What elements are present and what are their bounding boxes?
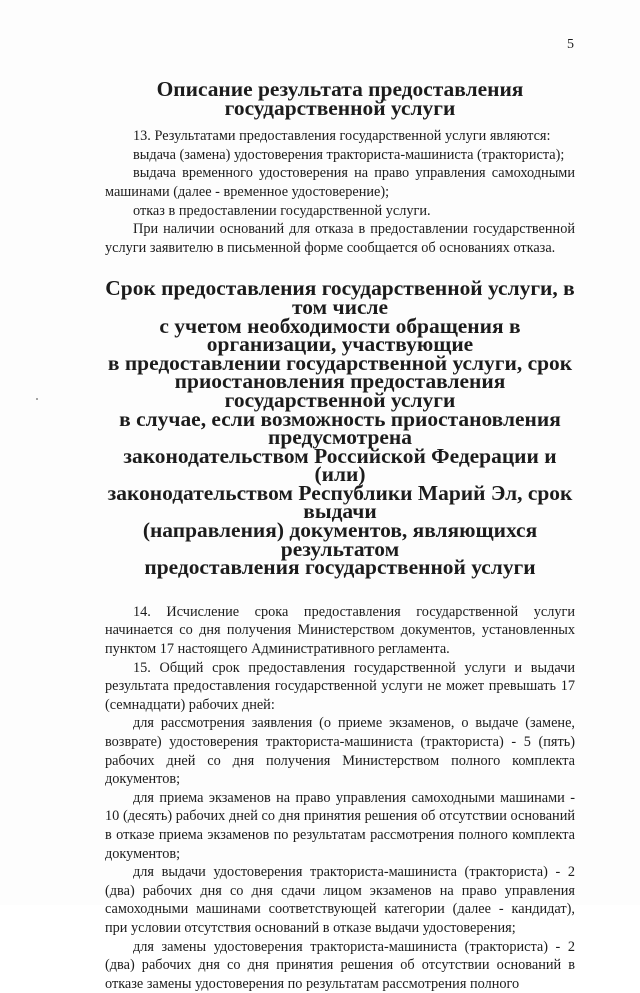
- scan-speck: [36, 398, 38, 400]
- heading-line: Описание результата предоставления: [156, 77, 524, 101]
- paragraph-refusal: отказ в предоставлении государственной услуги.: [133, 202, 431, 219]
- paragraph-issue-replace: выдача (замена) удостоверения тракториста-машиниста (тракториста);: [133, 146, 565, 163]
- paragraph-certificate-issue: для выдачи удостоверения тракториста-машиниста (тракториста) - 2 (два) рабочих дня со дня сдачи лицом экзаменов на право управления самоходными машинами соответствующей категории (далее - кандидат), при условии отсутствия оснований в отказе выдачи удостоверения;: [105, 864, 575, 936]
- heading-line: приостановления предоставления государственной услуги: [174, 369, 506, 412]
- heading-line: предоставления государственной услуги: [144, 555, 536, 580]
- section-heading-result: [105, 77, 575, 120]
- heading-line: (направления) документов, являющихся результатом: [142, 518, 538, 561]
- paragraph-14: 14. Исчисление срока предоставления государственной услуги начинается со дня получения Министерством документов, установленных пунктом 17 настоящего Административного регламента.: [105, 603, 575, 658]
- heading-line: с учетом необходимости обращения в организации, участвующие: [159, 313, 521, 357]
- heading-line: в предоставлении государственной услуги, срок: [107, 350, 573, 375]
- paragraph-temporary-certificate: выдача временного удостоверения на право управления самоходными машинами (далее - временное удостоверение);: [105, 165, 575, 200]
- heading-line: законодательством Республики Марий Эл, срок выдачи: [107, 480, 573, 524]
- paragraph-13: 13. Результатами предоставления государственной услуги являются:: [133, 128, 551, 145]
- section-heading-term: [105, 276, 575, 580]
- heading-line: Срок предоставления государственной услуги, в том числе: [105, 276, 575, 319]
- paragraph-application-review: для рассмотрения заявления (о приеме экзаменов, о выдаче (замене, возврате) удостоверения тракториста-машиниста (тракториста) - 5 (пять) рабочих дней со дня получения Министерством полного комплекта документов;: [105, 715, 575, 788]
- paragraph-certificate-replace: для замены удостоверения тракториста-машиниста (тракториста) - 2 (два) рабочих дня со дня принятия решения об отсутствии оснований в отказе замены удостоверения по результатам рассмотрения полного: [105, 938, 575, 992]
- document-body: [105, 77, 575, 993]
- paragraph-15: 15. Общий срок предоставления государственной услуги и выдачи результата предоставления государственной услуги не может превышать 17 (семнадцати) рабочих дней:: [105, 659, 575, 713]
- page-number: 5: [567, 37, 574, 52]
- paragraph-exams: для приема экзаменов на право управления самоходными машинами - 10 (десять) рабочих дней со дня принятия решения об отсутствии оснований в отказе приема экзаменов по результатам рассмотрения полного комплекта документов;: [105, 789, 575, 862]
- heading-line: законодательством Российской Федерации и (или): [123, 443, 557, 487]
- heading-line: государственной услуги: [224, 95, 456, 120]
- paragraph-refusal-notice: При наличии оснований для отказа в предоставлении государственной услуги заявителю в письменной форме сообщается об основаниях отказа.: [105, 221, 575, 256]
- heading-line: в случае, если возможность приостановления предусмотрена: [119, 406, 561, 450]
